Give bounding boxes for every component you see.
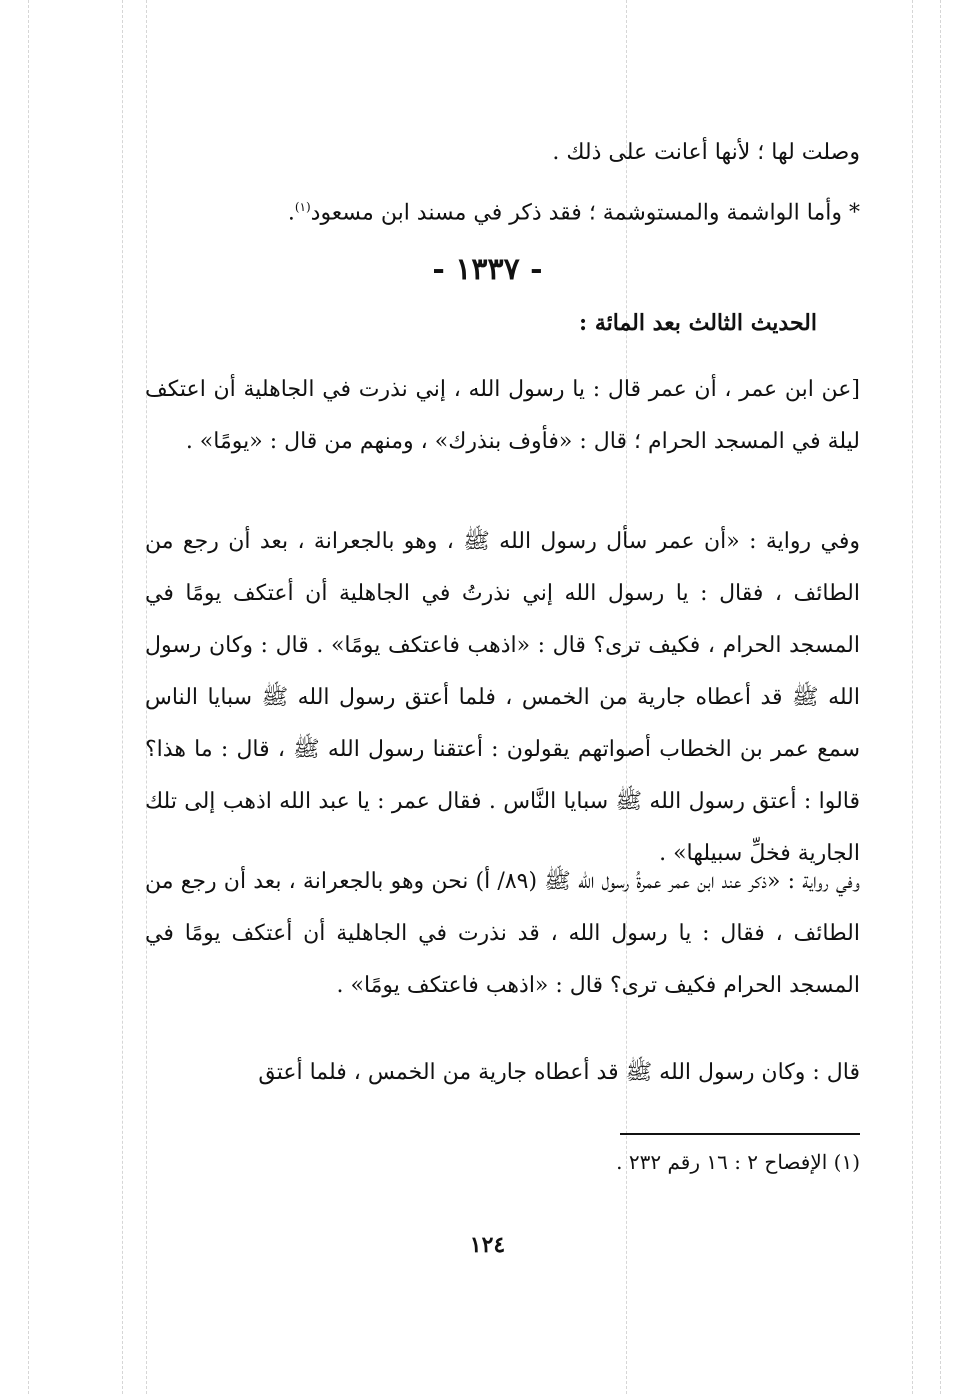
hadith-number: - ١٣٣٧ - [432,252,543,287]
hadith-paragraph-2: وفي رواية : «أن عمر سأل رسول الله ﷺ ، وهو بالجعرانة ، بعد أن رجع من الطائف ، فقال : يا رسول الله إني نذرتُ في الجاهلية أن أعتكف يومًا في المسجد الحرام ، فكيف ترى؟ قال : «اذهب فاعتكف يومًا» . قال : وكان رسول الله ﷺ قد أعطاه جارية من الخمس ، فلما أعتق رسول الله ﷺ سبايا الناس سمع عمر بن الخطاب أصواتهم يقولون : أعتقنا رسول الله ﷺ ، قال : ما هذا؟ قالوا : أعتق رسول الله ﷺ سبايا النَّاس . فقال عمر : يا عبد الله اذهب إلى تلك الجارية فخلِّ سبيلها» . [145,529,860,866]
footnote: (١) الإفصاح ٢ : ١٦ رقم ٢٣٢ . [616,1150,860,1174]
scan-guide-line [122,0,123,1394]
washima-end: . [287,200,295,226]
page-number: ١٢٤ [469,1232,506,1258]
hadith-paragraph-1: [عن ابن عمر ، أن عمر قال : يا رسول الله ، إني نذرت في الجاهلية أن اعتكف ليلة في المسجد الحرام ؛ قال : «فأوف بنذرك» ، ومنهم من قال : «يومًا» . [145,377,860,454]
scan-guide-line [940,0,941,1394]
washima-text: * وأما الواشمة والمستوشمة ؛ فقد ذكر في مسند ابن مسعود [310,200,860,226]
scan-guide-line [912,0,913,1394]
hadith-paragraph-3: وفي رواية : «ذكر عند ابن عمر عمرةُ رسول الله ﷺ (٨٩/ أ) نحن وهو بالجعرانة ، بعد أن رجع من الطائف ، فقال : يا رسول الله ، قد نذرت في الجاهلية أن أعتكف يومًا في المسجد الحرام فكيف ترى؟ قال : «اذهب فاعتكف يومًا» . [145,869,860,998]
section-title: الحديث الثالث بعد المائة : [579,310,817,336]
scan-guide-line [28,0,29,1394]
washima-line [145,200,860,225]
footnote-marker[interactable]: (١) [294,200,311,214]
hadith-paragraph-4: قال : وكان رسول الله ﷺ قد أعطاه جارية من الخمس ، فلما أعتق [258,1060,860,1085]
continuation-line: وصلت لها ؛ لأنها أعانت على ذلك . [552,140,860,165]
footnote-divider [620,1133,860,1135]
